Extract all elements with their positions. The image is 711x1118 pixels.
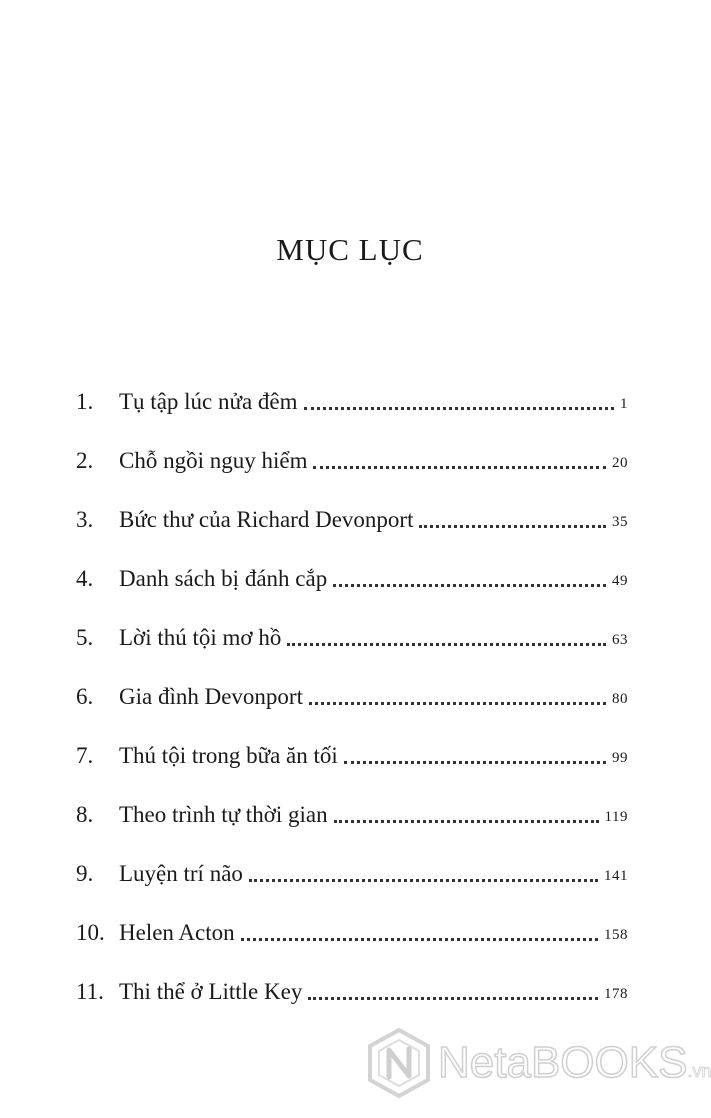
watermark-brand: NetaBOOKS [438,1038,688,1087]
toc-entry-number: 5. [76,625,94,650]
toc-entry [76,785,628,844]
toc-entry [76,490,628,549]
toc-entry-number: 11. [76,979,104,1004]
dot-leader [249,879,598,882]
toc-entry-number: 3. [76,507,94,532]
toc-entry-page: 158 [604,927,628,943]
toc-entry-title: Tụ tập lúc nửa đêm [119,389,298,414]
toc-entry-page: 99 [612,750,628,766]
toc-entry [76,549,628,608]
watermark-suffix: .vn [687,1060,711,1081]
toc-entry [76,726,628,785]
dot-leader [309,702,606,705]
toc-entry-title: Helen Acton [119,920,235,945]
toc-entry-page: 80 [612,691,628,707]
toc-entry-title: Chỗ ngồi nguy hiểm [119,448,308,473]
toc-entry-title: Thi thể ở Little Key [119,979,303,1004]
toc-entry-page: 35 [612,514,628,530]
table-of-contents [76,372,628,1021]
toc-entry-number: 9. [76,861,94,886]
toc-entry-page: 20 [612,455,628,471]
toc-entry-number: 1. [76,389,94,414]
page-title: MỤC LỤC [276,232,424,267]
dot-leader [344,761,606,764]
toc-entry-number: 7. [76,743,94,768]
toc-entry-title: Lời thú tội mơ hồ [119,625,282,650]
toc-entry-number: 6. [76,684,94,709]
toc-entry-page: 178 [604,986,628,1002]
toc-entry-page: 141 [604,868,628,884]
dot-leader [313,466,606,469]
toc-entry-title: Danh sách bị đánh cắp [119,566,328,591]
toc-entry-title: Theo trình tự thời gian [119,802,328,827]
dot-leader [304,407,614,410]
toc-entry-title: Bức thư của Richard Devonport [119,507,414,532]
toc-entry [76,372,628,431]
watermark [366,1020,711,1106]
dot-leader [334,820,599,823]
dot-leader [241,938,598,941]
toc-entry [76,962,628,1021]
toc-entry-title: Luyện trí não [119,861,243,886]
toc-entry-page: 49 [612,573,628,589]
toc-entry-number: 2. [76,448,94,473]
toc-entry [76,844,628,903]
dot-leader [308,997,598,1000]
toc-entry-title: Thú tội trong bữa ăn tối [119,743,338,768]
toc-entry-page: 119 [604,809,628,825]
toc-entry-page: 1 [620,396,628,412]
toc-entry-number: 10. [76,920,105,945]
toc-entry [76,667,628,726]
toc-entry [76,608,628,667]
dot-leader [419,525,606,528]
toc-entry-number: 4. [76,566,94,591]
dot-leader [287,643,606,646]
toc-entry [76,431,628,490]
toc-entry-number: 8. [76,802,94,827]
toc-entry-title: Gia đình Devonport [119,684,303,709]
toc-entry [76,903,628,962]
toc-entry-page: 63 [612,632,628,648]
dot-leader [333,584,606,587]
netabooks-logo-icon [366,1027,432,1099]
